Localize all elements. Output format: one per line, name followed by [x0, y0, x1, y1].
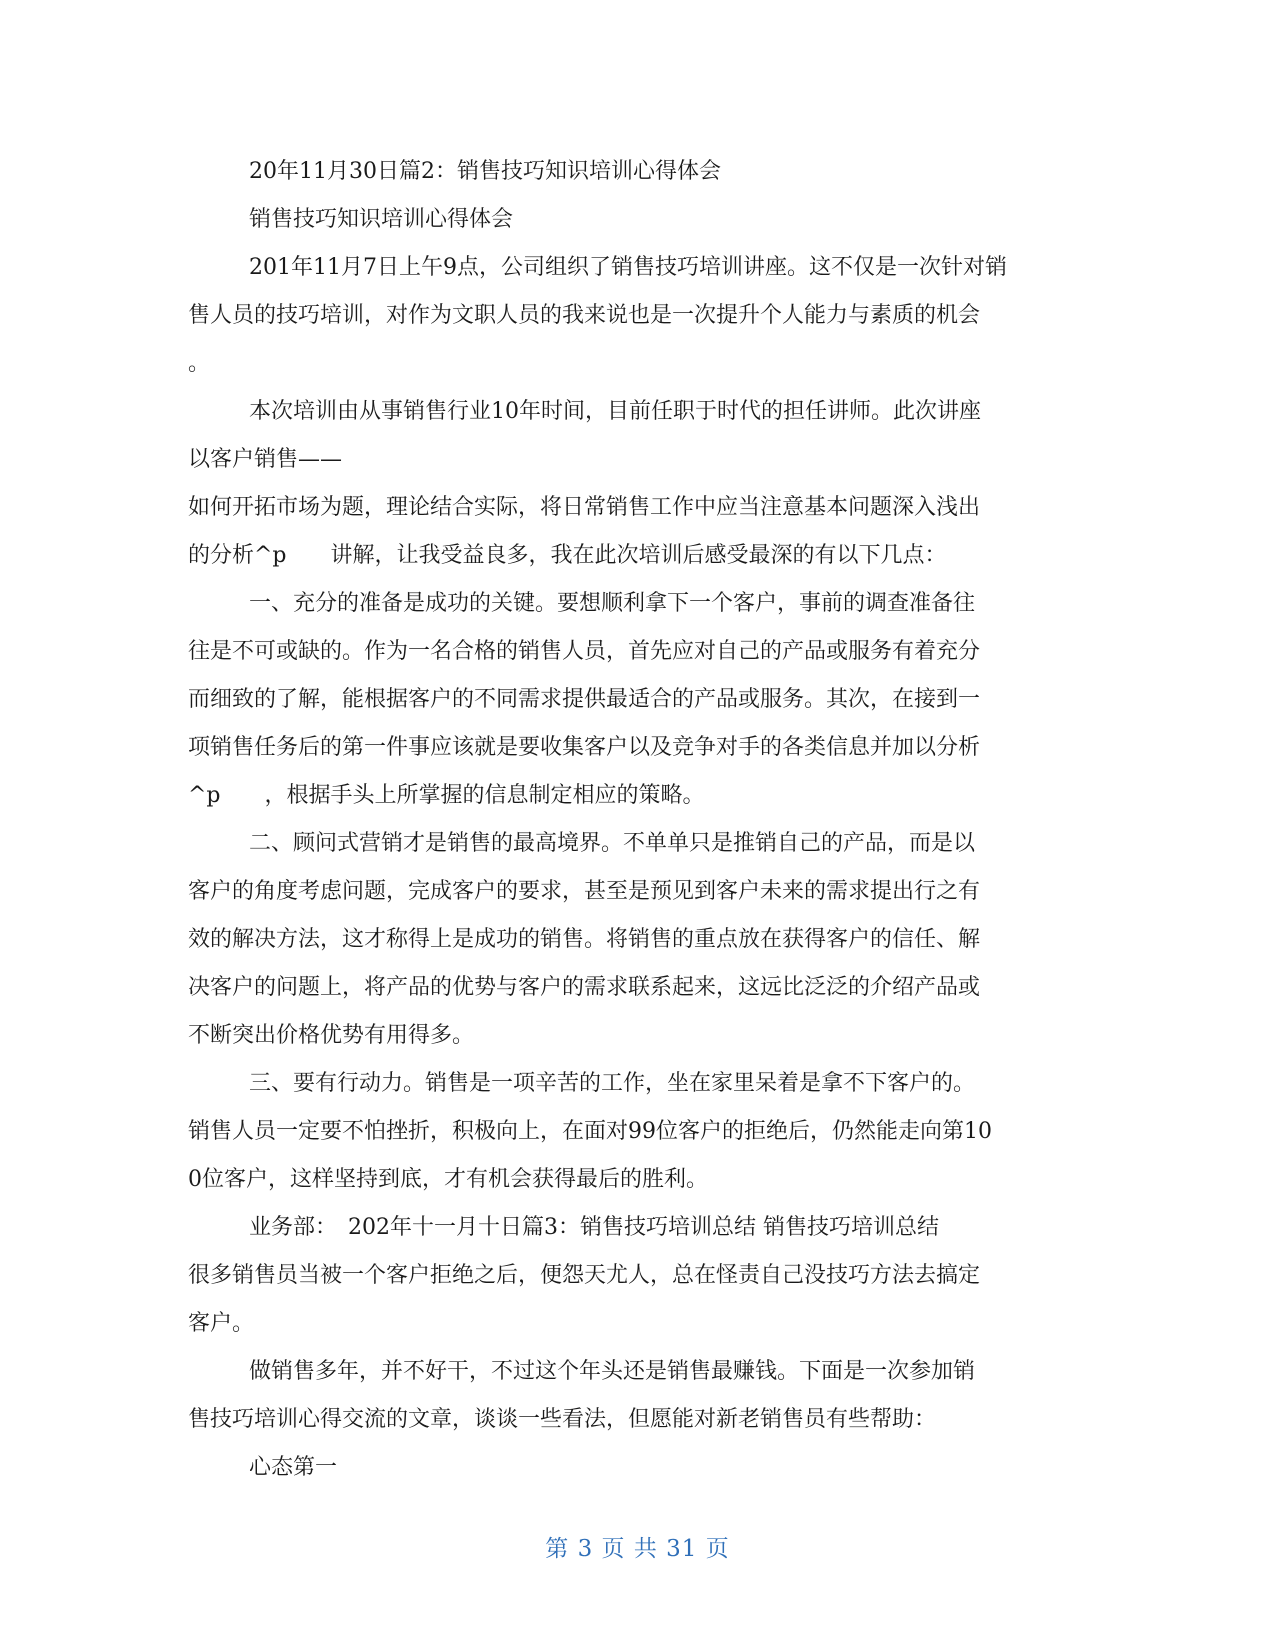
- document-body: [188, 148, 1088, 1492]
- text-line: 售技巧培训心得交流的文章，谈谈一些看法，但愿能对新老销售员有些帮助：: [188, 1407, 937, 1432]
- text-line: 0位客户，这样坚持到底，才有机会获得最后的胜利。: [188, 1167, 708, 1192]
- text-line: 很多销售员当被一个客户拒绝之后，便怨天尤人，总在怪责自己没技巧方法去搞定: [188, 1263, 981, 1288]
- text-line: 不断突出价格优势有用得多。: [188, 1023, 475, 1048]
- text-line: 本次培训由从事销售行业10年时间，目前任职于时代的担任讲师。此次讲座: [249, 399, 981, 424]
- text-line: 客户。: [188, 1311, 255, 1336]
- text-line: 销售技巧知识培训心得体会: [249, 207, 514, 232]
- text-line: 的分析^p 讲解，让我受益良多，我在此次培训后感受最深的有以下几点：: [188, 543, 947, 568]
- text-line: 业务部： 202年十一月十日篇3：销售技巧培训总结 销售技巧培训总结: [249, 1215, 939, 1240]
- text-line: 如何开拓市场为题，理论结合实际，将日常销售工作中应当注意基本问题深入浅出: [188, 495, 981, 520]
- text-line: 客户的角度考虑问题，完成客户的要求，甚至是预见到客户未来的需求提出行之有: [188, 879, 981, 904]
- text-line: 心态第一: [249, 1455, 338, 1480]
- text-line: ^p ，根据手头上所掌握的信息制定相应的策略。: [188, 783, 705, 808]
- text-line: 而细致的了解，能根据客户的不同需求提供最适合的产品或服务。其次，在接到一: [188, 687, 981, 712]
- text-line: 销售人员一定要不怕挫折，积极向上，在面对99位客户的拒绝后，仍然能走向第10: [188, 1119, 992, 1144]
- text-line: 一、充分的准备是成功的关键。要想顺利拿下一个客户，事前的调查准备往: [249, 591, 976, 616]
- text-line: 二、顾问式营销才是销售的最高境界。不单单只是推销自己的产品，而是以: [249, 831, 976, 856]
- text-line: 项销售任务后的第一件事应该就是要收集客户以及竞争对手的各类信息并加以分析: [188, 735, 981, 760]
- text-line: 做销售多年，并不好干，不过这个年头还是销售最赚钱。下面是一次参加销: [249, 1359, 976, 1384]
- text-line: 售人员的技巧培训，对作为文职人员的我来说也是一次提升个人能力与素质的机会: [188, 303, 981, 328]
- text-line: 决客户的问题上，将产品的优势与客户的需求联系起来，这远比泛泛的介绍产品或: [188, 975, 981, 1000]
- text-line: 效的解决方法，这才称得上是成功的销售。将销售的重点放在获得客户的信任、解: [188, 927, 981, 952]
- text-line: 201年11月7日上午9点，公司组织了销售技巧培训讲座。这不仅是一次针对销: [249, 255, 1007, 280]
- text-line: 三、要有行动力。销售是一项辛苦的工作，坐在家里呆着是拿不下客户的。: [249, 1071, 976, 1096]
- text-line: 。: [188, 351, 211, 376]
- text-line: 往是不可或缺的。作为一名合格的销售人员，首先应对自己的产品或服务有着充分: [188, 639, 981, 664]
- text-line: 以客户销售——: [188, 447, 343, 472]
- text-line: 20年11月30日篇2：销售技巧知识培训心得体会: [249, 159, 721, 184]
- page-number-footer: 第 3 页 共 31 页: [545, 1536, 730, 1562]
